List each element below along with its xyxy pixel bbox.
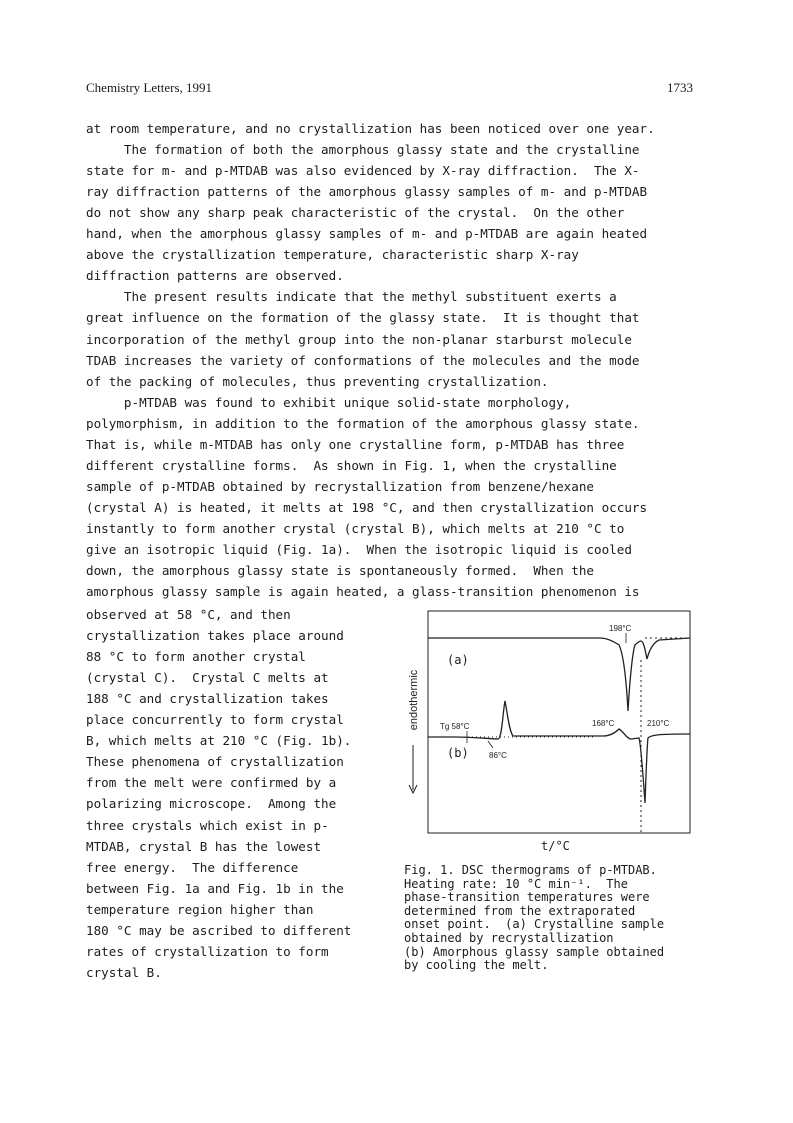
body-line: amorphous glassy sample is again heated, a glass-transition phenomenon is: [86, 584, 640, 600]
body-line: great influence on the formation of the glassy state. It is thought that: [86, 310, 640, 326]
left-column-line: B, which melts at 210 °C (Fig. 1b).: [86, 733, 352, 749]
body-line: of the packing of molecules, thus preventing crystallization.: [86, 373, 549, 389]
left-column-line: crystal B.: [86, 964, 162, 980]
curve-a: [428, 638, 690, 711]
annotation-210: 210°C: [647, 719, 670, 728]
body-line: at room temperature, and no crystallization has been noticed over one year.: [86, 121, 655, 136]
curve-b-label: (b): [447, 746, 469, 760]
left-column-line: crystallization takes place around: [86, 628, 344, 644]
body-line: That is, while m-MTDAB has only one crystalline form, p-MTDAB has three: [86, 436, 625, 452]
caption-line: phase-transition temperatures were: [404, 890, 650, 905]
left-column-line: 180 °C may be ascribed to different: [86, 922, 352, 938]
tick-b-86: [488, 741, 493, 748]
body-line: (crystal A) is heated, it melts at 198 °C, and then crystallization occurs: [86, 499, 648, 515]
body-line: TDAB increases the variety of conformations of the molecules and the mode: [86, 352, 640, 368]
body-line: give an isotropic liquid (Fig. 1a). When the isotropic liquid is cooled: [86, 542, 632, 557]
body-line: ray diffraction patterns of the amorphous glassy samples of m- and p-MTDAB: [86, 184, 648, 200]
body-line: diffraction patterns are observed.: [86, 268, 344, 284]
caption-line: Fig. 1. DSC thermograms of p-MTDAB.: [404, 863, 657, 877]
body-line: The formation of both the amorphous glassy state and the crystalline: [86, 142, 640, 158]
body-line: state for m- and p-MTDAB was also evidenced by X-ray diffraction. The X-: [86, 163, 640, 179]
annotation-86: 86°C: [489, 751, 507, 760]
dsc-thermogram-plot: [395, 605, 705, 867]
dsc-figure: [395, 605, 705, 867]
left-column-line: place concurrently to form crystal: [86, 712, 344, 728]
caption-line: obtained by recrystallization: [404, 931, 614, 945]
y-axis-label: endothermic: [408, 669, 420, 731]
body-line: hand, when the amorphous glassy samples of m- and p-MTDAB are again heated: [86, 226, 648, 242]
caption-line: by cooling the melt.: [404, 958, 549, 973]
annotation-tg: Tg 58°C: [440, 722, 470, 731]
body-line: down, the amorphous glassy state is spontaneously formed. When the: [86, 563, 594, 579]
caption-line: onset point. (a) Crystalline sample: [404, 917, 665, 932]
running-header-page-number: 1733: [667, 80, 693, 95]
curve-a-label: (a): [447, 653, 469, 667]
left-column-line: polarizing microscope. Among the: [86, 796, 337, 812]
left-column-line: MTDAB, crystal B has the lowest: [86, 838, 322, 854]
body-line: The present results indicate that the methyl substituent exerts a: [86, 289, 617, 305]
body-line: different crystalline forms. As shown in Fig. 1, when the crystalline: [86, 457, 617, 473]
left-column-line: These phenomena of crystallization: [86, 754, 344, 770]
annotation-168: 168°C: [592, 719, 615, 728]
left-column-line: rates of crystallization to form: [86, 943, 329, 959]
left-column-line: observed at 58 °C, and then: [86, 607, 291, 622]
left-column-line: temperature region higher than: [86, 901, 314, 917]
left-column-line: three crystals which exist in p-: [86, 817, 329, 833]
caption-line: determined from the extraporated: [404, 903, 636, 918]
left-column-line: 88 °C to form another crystal: [86, 649, 306, 665]
body-line: do not show any sharp peak characteristic of the crystal. On the other: [86, 205, 625, 221]
body-line: instantly to form another crystal (crystal B), which melts at 210 °C to: [86, 520, 625, 536]
left-column-line: from the melt were confirmed by a: [86, 775, 337, 791]
left-column-line: 188 °C and crystallization takes: [86, 691, 329, 707]
body-line: sample of p-MTDAB obtained by recrystallization from benzene/hexane: [86, 478, 594, 494]
body-line: incorporation of the methyl group into the non-planar starburst molecule: [86, 331, 632, 347]
running-header-journal: Chemistry Letters, 1991: [86, 80, 213, 95]
left-column-line: (crystal C). Crystal C melts at: [86, 670, 329, 686]
left-column-line: free energy. The difference: [86, 859, 299, 875]
body-line: above the crystallization temperature, characteristic sharp X-ray: [86, 247, 579, 263]
left-column-line: between Fig. 1a and Fig. 1b in the: [86, 880, 344, 896]
caption-line: (b) Amorphous glassy sample obtained: [404, 944, 665, 959]
body-line: polymorphism, in addition to the formation of the amorphous glassy state.: [86, 415, 640, 431]
body-line: p-MTDAB was found to exhibit unique solid-state morphology,: [86, 394, 572, 410]
caption-line: Heating rate: 10 °C min⁻¹. The: [404, 876, 628, 891]
x-axis-label: t/°C: [541, 839, 570, 853]
annotation-198: 198°C: [609, 624, 632, 633]
